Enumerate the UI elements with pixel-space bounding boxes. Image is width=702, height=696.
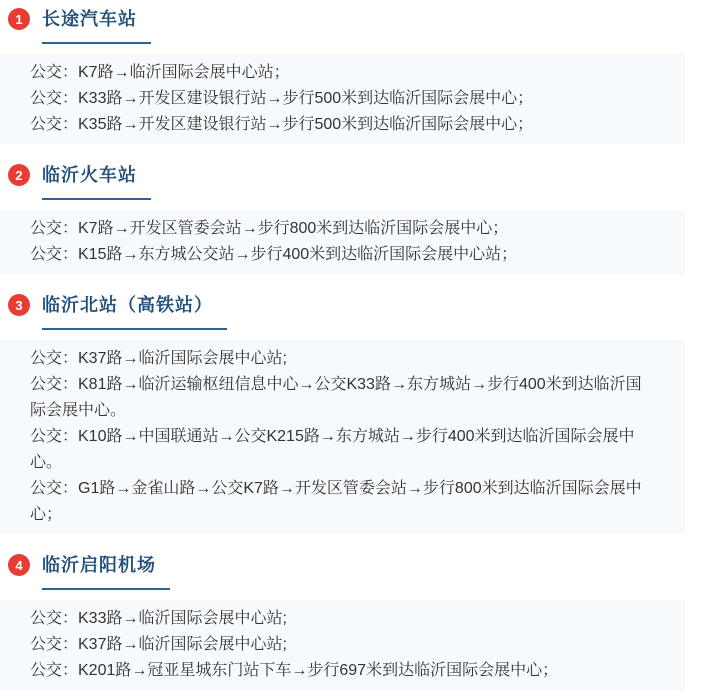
route-line: 公交：K33路→开发区建设银行站→步行500米到达临沂国际会展中心； [30, 90, 534, 107]
section-number-badge: 1 [8, 8, 30, 30]
section-title-wrap [42, 8, 151, 44]
route-line: 公交：K37路→临沂国际会展中心站; [30, 636, 287, 653]
route-box [0, 210, 685, 274]
route-line: 公交：K33路→临沂国际会展中心站; [30, 610, 287, 627]
section-title: 长途汽车站 [42, 8, 151, 44]
section-north-station-hsr [0, 294, 702, 534]
section-title: 临沂火车站 [42, 164, 151, 200]
section-title: 临沂启阳机场 [42, 554, 170, 590]
section-header [0, 164, 702, 200]
route-box [0, 340, 685, 534]
route-box [0, 54, 685, 144]
section-title: 临沂北站（高铁站） [42, 294, 227, 330]
section-title-wrap [42, 294, 227, 330]
section-title-wrap [42, 554, 170, 590]
route-line: 公交：K7路→临沂国际会展中心站； [30, 64, 290, 81]
section-long-distance-bus-station [0, 8, 702, 144]
section-header [0, 554, 702, 590]
section-title-wrap [42, 164, 151, 200]
route-box [0, 600, 685, 690]
route-line: 公交：K201路→冠亚星城东门站下车→步行697米到达临沂国际会展中心； [30, 662, 559, 679]
section-railway-station [0, 164, 702, 274]
route-line: 公交：K7路→开发区管委会站→步行800米到达临沂国际会展中心； [30, 220, 509, 237]
route-line: 公交：K81路→临沂运输枢纽信息中心→公交K33路→东方城站→步行400米到达临沂国际会展中心。 [30, 376, 642, 419]
section-number-badge: 3 [8, 294, 30, 316]
section-header [0, 294, 702, 330]
route-line: 公交：K10路→中国联通站→公交K215路→东方城站→步行400米到达临沂国际会展中心。 [30, 428, 635, 471]
route-line: 公交：K35路→开发区建设银行站→步行500米到达临沂国际会展中心； [30, 116, 534, 133]
section-qiyang-airport [0, 554, 702, 690]
route-line: 公交：K37路→临沂国际会展中心站; [30, 350, 287, 367]
section-header [0, 8, 702, 44]
section-number-badge: 4 [8, 554, 30, 576]
route-line: 公交：K15路→东方城公交站→步行400米到达临沂国际会展中心站； [30, 246, 518, 263]
route-line: 公交：G1路→金雀山路→公交K7路→开发区管委会站→步行800米到达临沂国际会展中心； [30, 480, 642, 523]
section-number-badge: 2 [8, 164, 30, 186]
